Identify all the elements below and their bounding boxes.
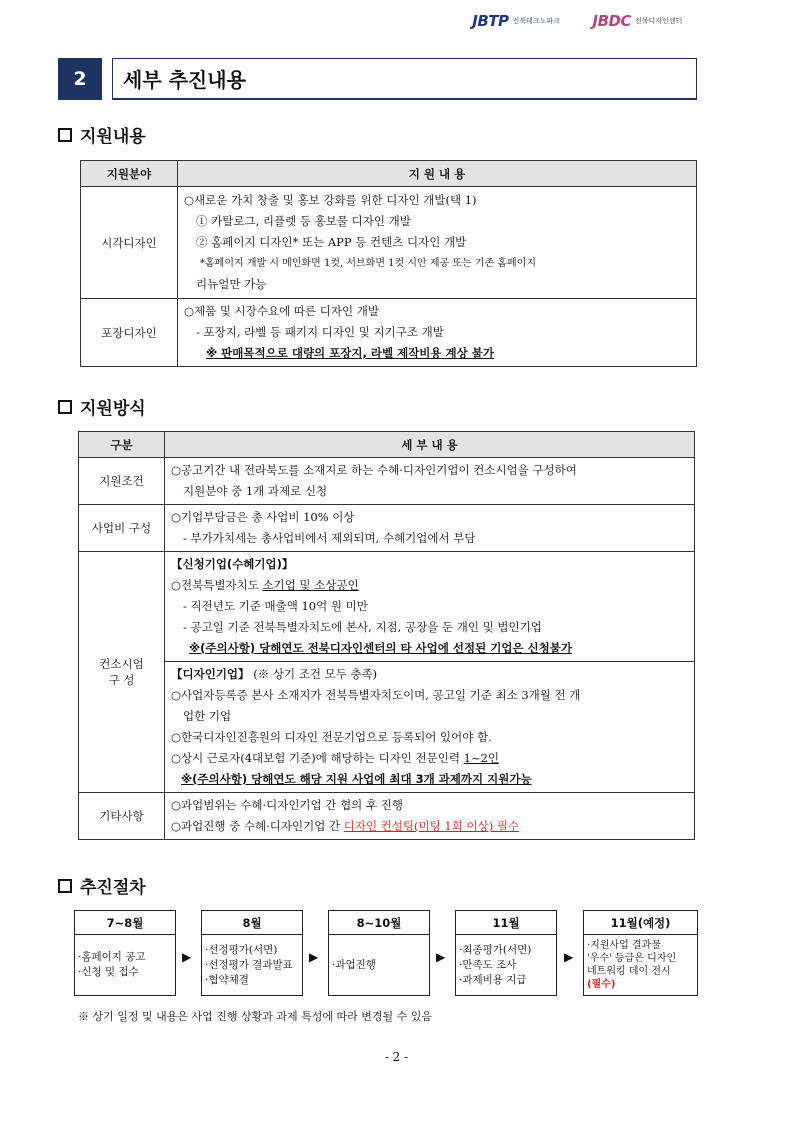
content-line: ○한국디자인진흥원의 디자인 전문기업으로 등록되어 있어야 함. <box>171 730 492 744</box>
row-category: 기타사항 <box>79 793 165 840</box>
jbtp-logo-sub: 전북테크노파크 <box>512 17 560 25</box>
procedure-step <box>201 910 303 996</box>
jbdc-logo <box>593 12 697 30</box>
table-row <box>81 187 697 299</box>
arrow-right-icon: ▶ <box>182 950 192 964</box>
table-row <box>79 793 695 840</box>
category-line: 구 성 <box>108 673 135 687</box>
step-period: 8~10월 <box>328 910 430 934</box>
checkbox-square-icon <box>58 128 72 142</box>
row-category: 포장디자인 <box>81 299 178 367</box>
step-item: ·과업진행 <box>332 958 376 971</box>
section-number: 2 <box>58 58 102 100</box>
content-line-part: ○과업진행 중 수혜·디자인기업 간 <box>171 819 344 833</box>
content-line <box>171 575 688 596</box>
content-line-part: ○전북특별자치도 <box>171 578 263 592</box>
header-logos <box>472 12 697 30</box>
content-line: ○사업자등록증 본사 소재지가 전북특별자치도이며, 공고일 기준 최소 3개월 전 개 <box>171 688 581 702</box>
content-line: ※ 판매목적으로 대량의 포장지, 라벨 제작비용 계상 불가 <box>206 346 494 360</box>
step-period: 11월(예정) <box>583 910 698 934</box>
section-title: 세부 추진내용 <box>112 58 697 100</box>
content-line <box>184 232 690 253</box>
row-content <box>165 505 695 552</box>
step-body <box>455 934 557 996</box>
content-line-part: * 또는 APP 등 컨텐츠 디자인 개발 <box>292 235 467 249</box>
col-header-category: 구분 <box>79 432 165 458</box>
arrow-right-icon: ▶ <box>564 950 574 964</box>
col-header-detail: 세 부 내 용 <box>165 432 695 458</box>
step-item: ·최종평가(서면) <box>459 943 532 956</box>
row-category: 사업비 구성 <box>79 505 165 552</box>
arrow-right-icon: ▶ <box>309 950 319 964</box>
designer-title: 【디자인기업】 <box>171 667 250 681</box>
page-number: - 2 - <box>384 1050 409 1064</box>
content-line: - 부가가치세는 총사업비에서 제외되며, 수혜기업에서 부담 <box>183 531 476 545</box>
required-consulting-text: 디자인 컨설팅(미팅 1회 이상) 필수 <box>343 819 520 833</box>
support-content-table <box>80 160 697 367</box>
step-item: 네트워킹 데이 전시 <box>587 966 671 977</box>
row-category: 시각디자인 <box>81 187 178 299</box>
procedure-heading <box>58 873 146 898</box>
content-line-part: 소기업 및 소상공인 <box>262 578 359 592</box>
row-content <box>165 793 695 840</box>
content-line: ○제품 및 시장수요에 따른 디자인 개발 <box>184 304 379 318</box>
jbdc-logo-sub: 전북디자인센터 <box>635 17 683 25</box>
content-line: *홈페이지 개발 시 메인화면 1컷, 서브화면 1컷 시안 제공 또는 기존 홈페이지 <box>200 258 537 269</box>
jbtp-logo <box>472 12 574 30</box>
row-content <box>165 458 695 505</box>
step-body <box>583 934 698 996</box>
content-line: ○과업범위는 수혜·디자인기업 간 협의 후 진행 <box>171 798 403 812</box>
col-header-field: 지원분야 <box>81 161 178 187</box>
table-row <box>79 505 695 552</box>
step-body <box>74 934 176 996</box>
support-method-table <box>78 431 695 840</box>
content-line <box>171 816 688 837</box>
content-line-part: ○상시 근로자(4대보험 기준)에 해당하는 디자인 전문인력 <box>171 751 464 765</box>
row-content <box>178 299 697 367</box>
checkbox-square-icon <box>58 879 72 893</box>
step-period: 7~8월 <box>74 910 176 934</box>
step-body <box>328 934 430 996</box>
designer-content <box>165 662 695 793</box>
procedure-step <box>328 910 430 996</box>
step-required-label: (필수) <box>587 979 616 990</box>
step-item: ·선정평가 결과발표 <box>205 958 293 971</box>
content-line-part: ② 홈페이지 디자인 <box>196 235 293 249</box>
content-line: 지원분야 중 1개 과제로 신청 <box>183 484 328 498</box>
support-content-heading-text: 지원내용 <box>80 127 146 147</box>
designer-note: ※(주의사항) 당해연도 해당 지원 사업에 최대 3개 과제까지 지원가능 <box>181 772 532 786</box>
step-item: ·과제비용 지급 <box>459 973 527 986</box>
step-item: ·지원사업 결과물 <box>587 940 661 951</box>
row-category: 지원조건 <box>79 458 165 505</box>
designer-title-note: (※ 상기 조건 모두 충족) <box>249 667 378 681</box>
content-line-part: 1~2인 <box>463 751 500 765</box>
procedure-heading-text: 추진절차 <box>80 878 146 898</box>
content-line: ○새로운 가치 창출 및 홍보 강화를 위한 디자인 개발(택 1) <box>184 193 477 207</box>
step-body <box>201 934 303 996</box>
jbdc-logo-mark: JBDC <box>592 12 631 30</box>
table-row <box>79 552 695 662</box>
procedure-step <box>583 910 698 996</box>
procedure-step <box>455 910 557 996</box>
arrow-right-icon: ▶ <box>436 950 446 964</box>
step-item: ·선정평가(서면) <box>205 943 278 956</box>
step-period: 11월 <box>455 910 557 934</box>
section-title-bar <box>58 58 697 100</box>
procedure-note: ※ 상기 일정 및 내용은 사업 진행 상황과 과제 특성에 따라 변경될 수 있음 <box>78 1010 432 1023</box>
row-category <box>79 552 165 793</box>
procedure-step <box>74 910 176 996</box>
support-content-heading <box>58 122 146 147</box>
row-content <box>178 187 697 299</box>
step-item: ·협약체결 <box>205 973 249 986</box>
content-line: - 포장지, 라벨 등 패키지 디자인 및 지기구조 개발 <box>196 325 444 339</box>
step-item: ·신청 및 접수 <box>78 966 139 978</box>
designer-title-line <box>171 664 688 685</box>
jbtp-logo-mark: JBTP <box>472 12 509 30</box>
content-line: - 직전년도 기준 매출액 10억 원 미만 <box>183 599 368 613</box>
table-row <box>81 299 697 367</box>
support-method-heading-text: 지원방식 <box>80 399 146 419</box>
table-row <box>79 458 695 505</box>
applicant-note: ※(주의사항) 당해연도 전북디자인센터의 타 사업에 선정된 기업은 신청불가 <box>189 641 572 655</box>
step-item: '우수' 등급은 디자인 <box>587 953 677 964</box>
category-line: 컨소시엄 <box>99 657 144 671</box>
step-item: ·만족도 조사 <box>459 958 517 971</box>
content-line <box>171 748 688 769</box>
content-line: 리뉴얼만 가능 <box>196 277 267 291</box>
support-method-heading <box>58 394 146 419</box>
table-row <box>79 662 695 793</box>
content-line: - 공고일 기준 전북특별자치도에 본사, 지점, 공장을 둔 개인 및 법인기업 <box>183 620 542 634</box>
step-period: 8월 <box>201 910 303 934</box>
col-header-content: 지 원 내 용 <box>178 161 697 187</box>
step-item: ·홈페이지 공고 <box>78 951 146 963</box>
applicant-content <box>165 552 695 662</box>
content-line: ○공고기간 내 전라북도를 소재지로 하는 수혜·디자인기업이 컨소시엄을 구성하여 <box>171 463 577 477</box>
content-line: ○기업부담금은 총 사업비 10% 이상 <box>171 510 355 524</box>
content-line: ① 카탈로그, 리플렛 등 홍보물 디자인 개발 <box>196 214 411 228</box>
procedure-flow <box>74 910 698 1002</box>
applicant-title: 【신청기업(수혜기업)】 <box>171 557 294 571</box>
checkbox-square-icon <box>58 400 72 414</box>
content-line: 업한 기업 <box>183 709 232 723</box>
